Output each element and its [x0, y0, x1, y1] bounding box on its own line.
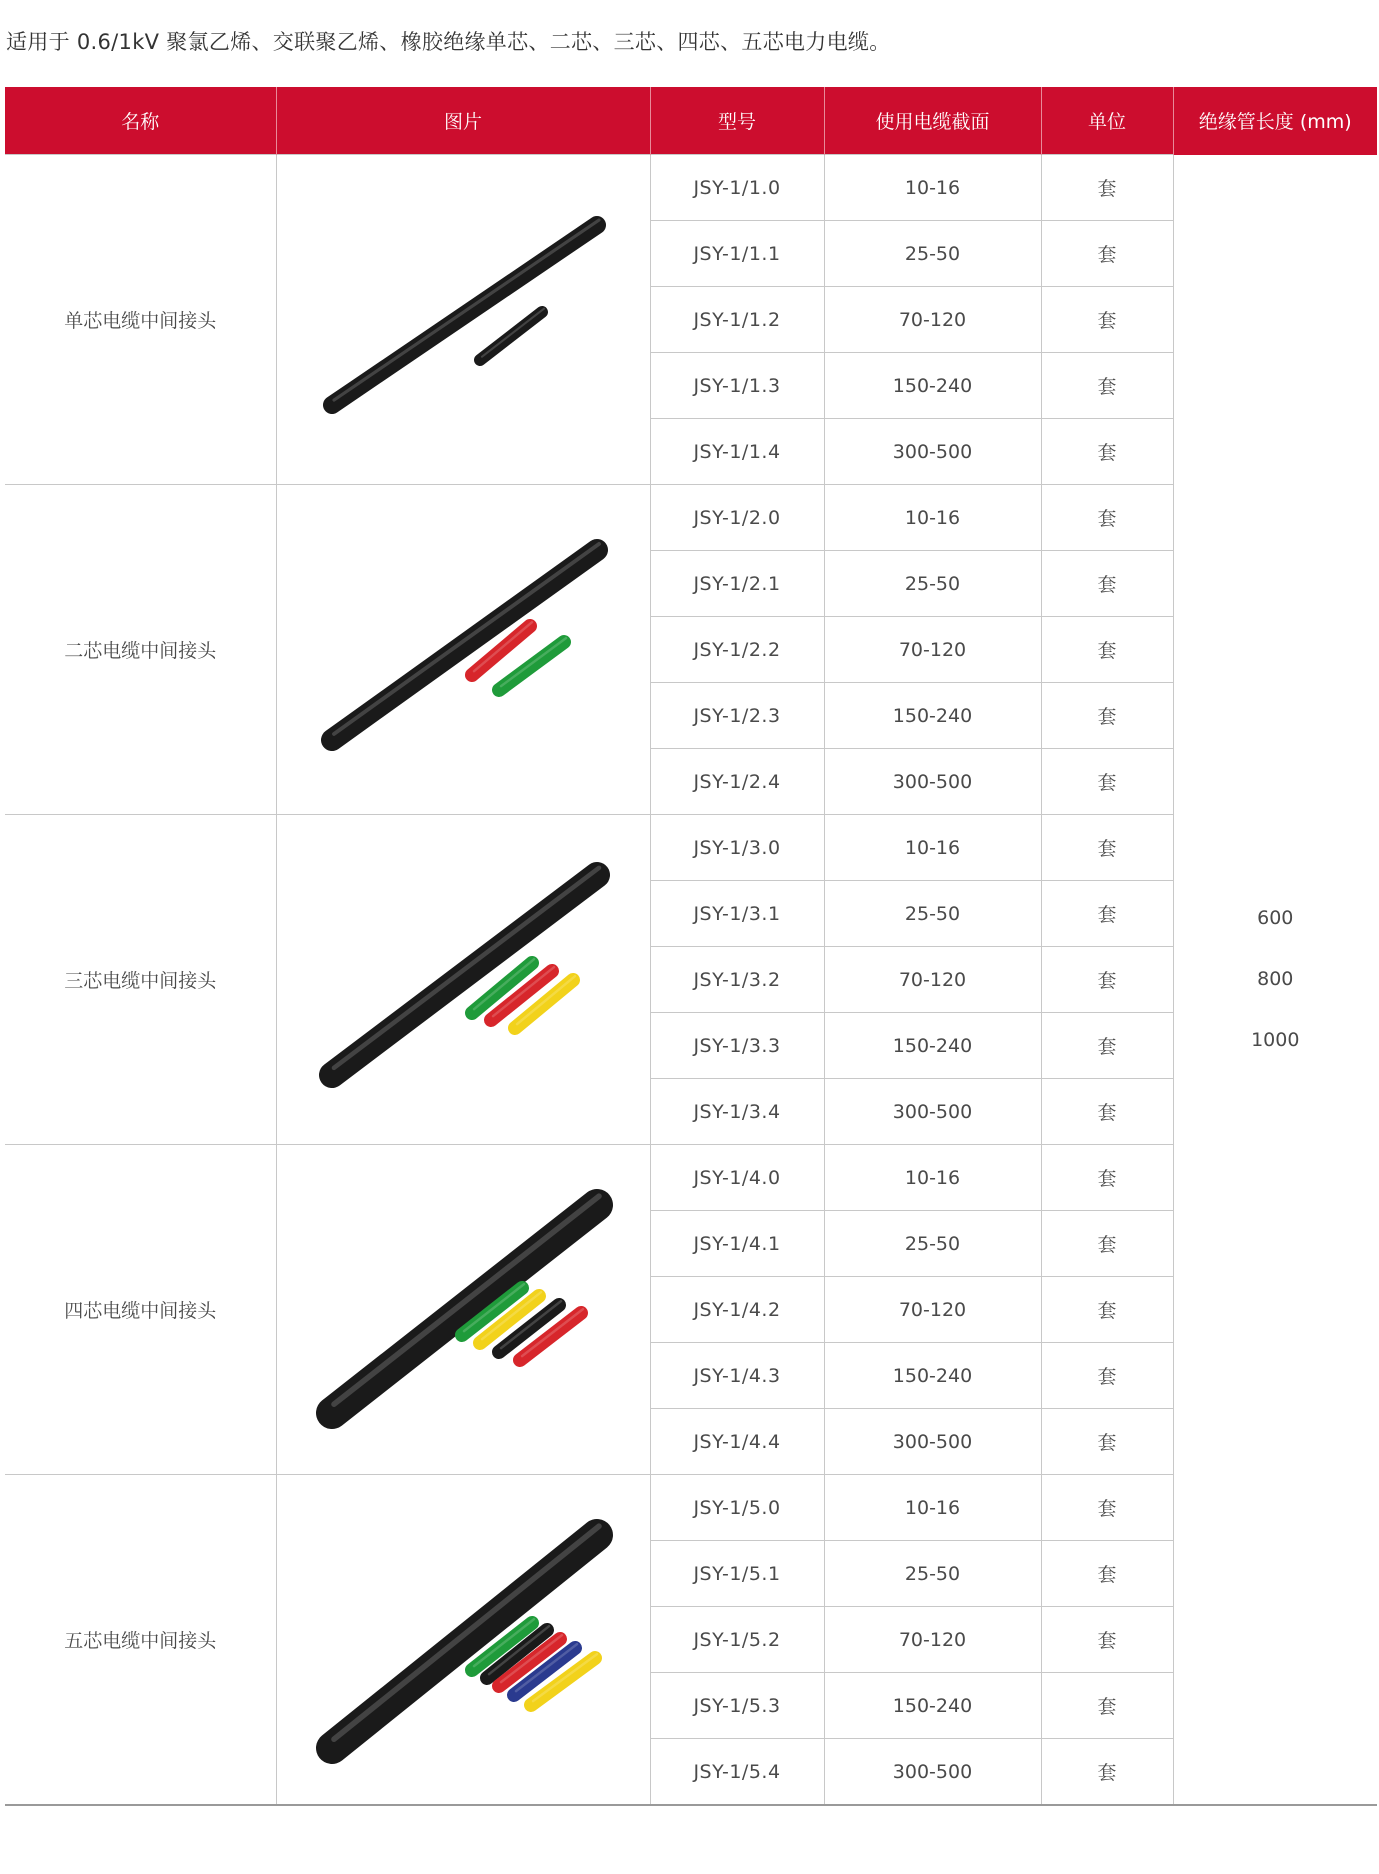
core-tube-1 — [480, 312, 542, 360]
model-cell: JSY-1/1.1 — [650, 221, 824, 287]
model-cell: JSY-1/2.0 — [650, 485, 824, 551]
unit-cell: 套 — [1041, 1343, 1173, 1409]
section-cell: 10-16 — [824, 155, 1041, 221]
section-cell: 300-500 — [824, 1409, 1041, 1475]
section-cell: 25-50 — [824, 1211, 1041, 1277]
unit-cell: 套 — [1041, 947, 1173, 1013]
section-cell: 150-240 — [824, 1013, 1041, 1079]
model-cell: JSY-1/3.0 — [650, 815, 824, 881]
two-core-tube-icon — [277, 500, 651, 800]
product-spec-table — [5, 87, 1377, 1806]
section-cell: 25-50 — [824, 881, 1041, 947]
main-tube — [332, 225, 597, 405]
length-value: 600 — [1257, 906, 1294, 929]
five-core-tube-icon — [277, 1490, 651, 1790]
model-cell: JSY-1/4.4 — [650, 1409, 824, 1475]
unit-cell: 套 — [1041, 1673, 1173, 1739]
length-value: 800 — [1257, 967, 1294, 990]
section-cell: 150-240 — [824, 683, 1041, 749]
product-name: 四芯电缆中间接头 — [5, 1145, 276, 1475]
main-tube-highlight — [334, 867, 599, 1067]
unit-cell: 套 — [1041, 683, 1173, 749]
model-cell: JSY-1/2.2 — [650, 617, 824, 683]
model-cell: JSY-1/1.3 — [650, 353, 824, 419]
header-unit: 单位 — [1041, 87, 1173, 155]
table-body — [5, 155, 1377, 1806]
section-cell: 70-120 — [824, 1607, 1041, 1673]
unit-cell: 套 — [1041, 1739, 1173, 1806]
unit-cell: 套 — [1041, 1607, 1173, 1673]
unit-cell: 套 — [1041, 617, 1173, 683]
model-cell: JSY-1/3.1 — [650, 881, 824, 947]
model-cell: JSY-1/4.1 — [650, 1211, 824, 1277]
core-tube-1-highlight — [482, 308, 544, 356]
unit-cell: 套 — [1041, 1541, 1173, 1607]
header-image: 图片 — [276, 87, 650, 155]
section-cell: 300-500 — [824, 1079, 1041, 1145]
table-row — [5, 155, 1377, 221]
unit-cell: 套 — [1041, 881, 1173, 947]
section-cell: 25-50 — [824, 221, 1041, 287]
length-cell — [1173, 155, 1377, 1806]
unit-cell: 套 — [1041, 1013, 1173, 1079]
section-cell: 150-240 — [824, 1673, 1041, 1739]
model-cell: JSY-1/1.4 — [650, 419, 824, 485]
unit-cell: 套 — [1041, 1475, 1173, 1541]
unit-cell: 套 — [1041, 1277, 1173, 1343]
model-cell: JSY-1/5.3 — [650, 1673, 824, 1739]
unit-cell: 套 — [1041, 1079, 1173, 1145]
unit-cell: 套 — [1041, 551, 1173, 617]
section-cell: 70-120 — [824, 1277, 1041, 1343]
section-cell: 300-500 — [824, 419, 1041, 485]
unit-cell: 套 — [1041, 1211, 1173, 1277]
model-cell: JSY-1/2.4 — [650, 749, 824, 815]
model-cell: JSY-1/5.1 — [650, 1541, 824, 1607]
table-row — [5, 1475, 1377, 1541]
product-name: 二芯电缆中间接头 — [5, 485, 276, 815]
product-image-cell — [276, 155, 650, 485]
section-cell: 25-50 — [824, 551, 1041, 617]
product-name: 五芯电缆中间接头 — [5, 1475, 276, 1806]
model-cell: JSY-1/4.2 — [650, 1277, 824, 1343]
model-cell: JSY-1/1.0 — [650, 155, 824, 221]
section-cell: 25-50 — [824, 1541, 1041, 1607]
table-header-row — [5, 87, 1377, 155]
section-cell: 10-16 — [824, 485, 1041, 551]
product-image-cell — [276, 1145, 650, 1475]
section-cell: 10-16 — [824, 1475, 1041, 1541]
intro-text: 适用于 0.6/1kV 聚氯乙烯、交联聚乙烯、橡胶绝缘单芯、二芯、三芯、四芯、五芯电力电缆。 — [6, 30, 891, 54]
model-cell: JSY-1/5.2 — [650, 1607, 824, 1673]
unit-cell: 套 — [1041, 287, 1173, 353]
section-cell: 10-16 — [824, 1145, 1041, 1211]
product-image-cell — [276, 815, 650, 1145]
model-cell: JSY-1/5.0 — [650, 1475, 824, 1541]
section-cell: 300-500 — [824, 749, 1041, 815]
main-tube-highlight — [334, 220, 599, 400]
unit-cell: 套 — [1041, 485, 1173, 551]
product-image-cell — [276, 485, 650, 815]
product-name: 三芯电缆中间接头 — [5, 815, 276, 1145]
table-row — [5, 815, 1377, 881]
unit-cell: 套 — [1041, 749, 1173, 815]
section-cell: 300-500 — [824, 1739, 1041, 1806]
model-cell: JSY-1/2.1 — [650, 551, 824, 617]
model-cell: JSY-1/4.0 — [650, 1145, 824, 1211]
length-value: 1000 — [1251, 1028, 1300, 1051]
header-model: 型号 — [650, 87, 824, 155]
unit-cell: 套 — [1041, 353, 1173, 419]
model-cell: JSY-1/3.2 — [650, 947, 824, 1013]
model-cell: JSY-1/2.3 — [650, 683, 824, 749]
product-image-cell — [276, 1475, 650, 1806]
table-row — [5, 485, 1377, 551]
unit-cell: 套 — [1041, 221, 1173, 287]
model-cell: JSY-1/5.4 — [650, 1739, 824, 1806]
model-cell: JSY-1/3.4 — [650, 1079, 824, 1145]
model-cell: JSY-1/4.3 — [650, 1343, 824, 1409]
unit-cell: 套 — [1041, 155, 1173, 221]
section-cell: 70-120 — [824, 287, 1041, 353]
unit-cell: 套 — [1041, 1145, 1173, 1211]
section-cell: 70-120 — [824, 947, 1041, 1013]
table-row — [5, 1145, 1377, 1211]
section-cell: 10-16 — [824, 815, 1041, 881]
three-core-tube-icon — [277, 830, 651, 1130]
single-core-tube-icon — [277, 170, 651, 470]
section-cell: 150-240 — [824, 353, 1041, 419]
unit-cell: 套 — [1041, 1409, 1173, 1475]
section-cell: 70-120 — [824, 617, 1041, 683]
product-name: 单芯电缆中间接头 — [5, 155, 276, 485]
header-name: 名称 — [5, 87, 276, 155]
model-cell: JSY-1/3.3 — [650, 1013, 824, 1079]
header-length: 绝缘管长度 (mm) — [1173, 87, 1377, 155]
unit-cell: 套 — [1041, 419, 1173, 485]
section-cell: 150-240 — [824, 1343, 1041, 1409]
unit-cell: 套 — [1041, 815, 1173, 881]
four-core-tube-icon — [277, 1160, 651, 1460]
model-cell: JSY-1/1.2 — [650, 287, 824, 353]
header-section: 使用电缆截面 — [824, 87, 1041, 155]
